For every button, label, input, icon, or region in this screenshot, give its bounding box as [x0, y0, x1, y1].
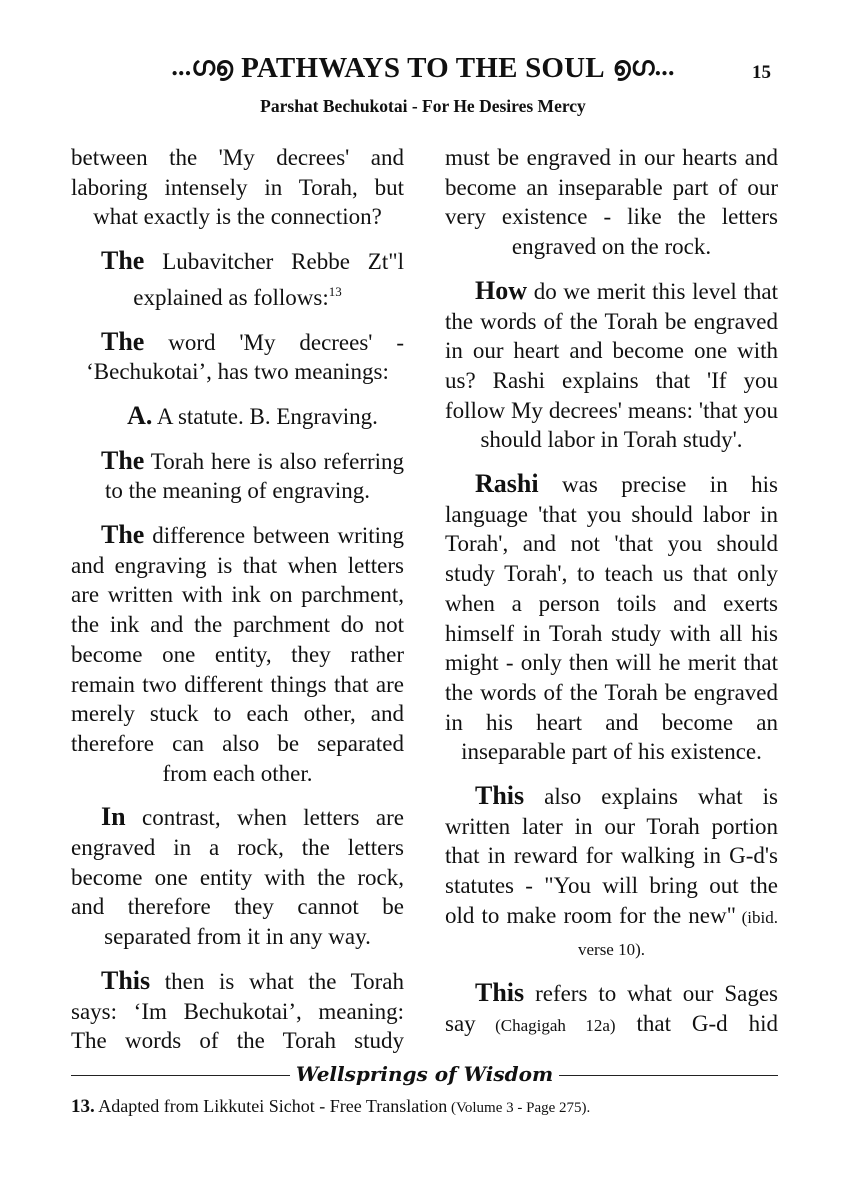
lead-word: A.	[127, 400, 153, 430]
ornament-left-icon: ...ഗ൭	[171, 52, 234, 81]
paragraph	[445, 276, 778, 455]
separator-label-text: Wellsprings of Wisdom	[290, 1062, 559, 1086]
page-header	[0, 52, 846, 92]
paragraph-text: contrast, when letters are engraved in a rock, the letters become one entity with the rock, and therefore they cannot be separated from it in any way.	[71, 805, 404, 950]
paragraph	[445, 143, 778, 262]
paragraph-text: do we merit this level that the words of the Torah be engraved in our heart and become one with us? Rashi explains that 'If you follow My decrees' means: 'that you should labor in Torah study'.	[445, 278, 778, 453]
paragraph-text: Lubavitcher Rebbe Zt"l explained as follows:	[133, 249, 404, 310]
paragraph	[71, 802, 404, 952]
paragraph-text: that G-d hid	[615, 1010, 778, 1036]
paragraph	[71, 520, 404, 788]
paragraph-text: Torah here is also referring to the meaning of engraving.	[104, 448, 404, 504]
lead-word: How	[475, 275, 527, 305]
paragraph-text: between the 'My decrees' and laboring intensely in Torah, but what exactly is the connection?	[71, 145, 404, 230]
paragraph-text: A statute. B. Engraving.	[152, 403, 378, 429]
source-reference: (Chagigah 12a)	[475, 1015, 616, 1035]
lead-word: This	[475, 781, 525, 811]
paragraph-text: then is what the Torah says: ‘Im Bechukotai’, meaning: The words of the Torah study	[71, 968, 404, 1054]
footnote-reference[interactable]: 13	[328, 283, 342, 299]
paragraph	[71, 143, 404, 232]
page-number: 15	[752, 62, 771, 83]
verse-reference: (ibid. verse 10).	[577, 907, 778, 959]
lead-word: The	[101, 445, 145, 475]
footer-separator	[71, 1064, 778, 1086]
paragraph	[71, 446, 404, 506]
paragraph	[445, 781, 778, 964]
lead-word: The	[101, 520, 145, 550]
right-column	[445, 143, 778, 1055]
paragraph-text: also explains what is written later in our Torah portion that in reward for walking in G-d's statutes - "You will bring out the old to make room for the new"	[445, 784, 778, 928]
footnote-text: Adapted from Likkutei Sichot - Free Translation	[94, 1096, 448, 1116]
running-title	[0, 52, 846, 85]
paragraph	[71, 966, 404, 1056]
paragraph	[445, 978, 778, 1040]
ornament-right-icon: ൭ഗ...	[612, 52, 675, 81]
section-subtitle: Parshat Bechukotai - For He Desires Mercy	[260, 96, 586, 116]
footnote	[71, 1096, 791, 1118]
footnote-reference-detail: (Volume 3 - Page 275).	[447, 1100, 591, 1116]
lead-word: This	[101, 965, 151, 995]
paragraph-text: was precise in his language 'that you should labor in Torah', and not 'that you should study Torah', to teach us that only when a person toils and exerts himself in Torah study with all his might - only then will he merit that the words of the Torah be engraved in his heart and become an inseparable part of his existence.	[445, 472, 778, 765]
paragraph	[71, 327, 404, 387]
lead-word: This	[475, 978, 525, 1008]
paragraph-text: difference between writing and engraving is that when letters are written with ink on parchment, the ink and the parchment do not become one entity, they rather remain two different things that are merely stuck to each other, and therefore can also be separated from each other.	[71, 523, 404, 786]
paragraph-text: word 'My decrees' - ‘Bechukotai’, has two meanings:	[86, 329, 404, 385]
separator-label	[71, 1062, 778, 1086]
lead-word: The	[101, 246, 145, 276]
paragraph-text: refers to what our Sages say	[445, 981, 778, 1036]
paragraph	[71, 246, 404, 312]
paragraph-text: must be engraved in our hearts and become an inseparable part of our very existence - like the letters engraved on the rock.	[445, 145, 778, 260]
paragraph	[71, 401, 404, 432]
paragraph	[445, 469, 778, 767]
lead-word: The	[101, 326, 145, 356]
left-column	[71, 143, 404, 1070]
running-title-text: PATHWAYS TO THE SOUL	[241, 52, 605, 84]
lead-word: In	[101, 802, 126, 832]
footnote-number: 13.	[71, 1096, 95, 1117]
lead-word: Rashi	[475, 469, 539, 499]
